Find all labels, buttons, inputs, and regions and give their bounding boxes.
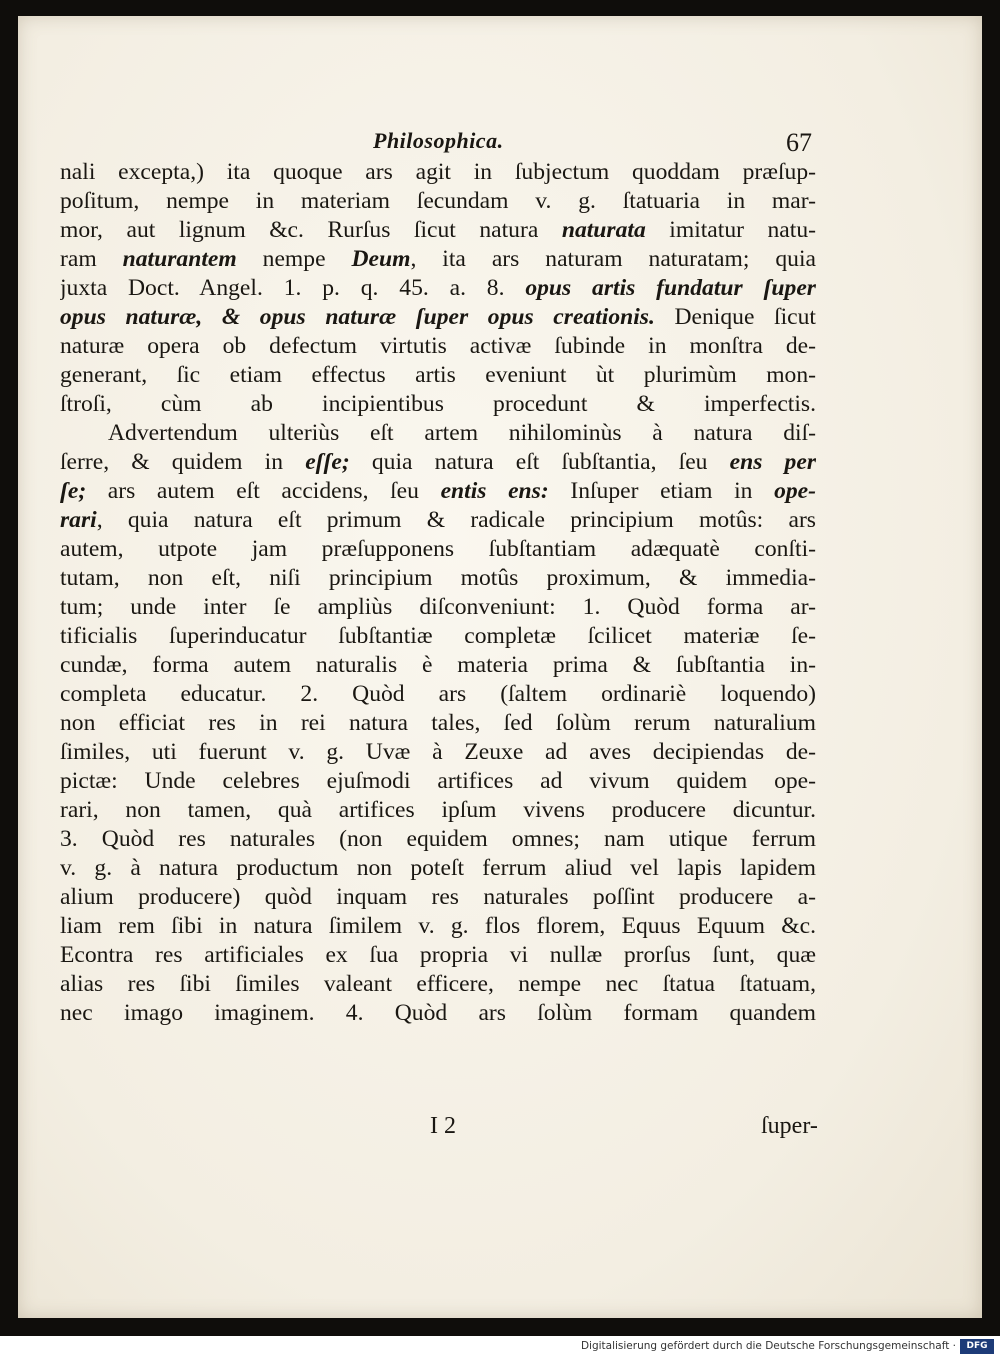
text-line: ſtroſi, cùm ab incipientibus procedunt & imperfectis.: [60, 391, 816, 417]
text-line: ſe; ars autem eſt accidens, ſeu entis ens: Inſuper etiam in ope-: [60, 478, 816, 504]
text-line: poſitum, nempe in materiam ſecundam v. g. ſtatuaria in mar-: [60, 188, 816, 214]
body-text: [60, 158, 816, 1028]
text-line: nec imago imaginem. 4. Quòd ars ſolùm formam quandem: [60, 1000, 816, 1026]
signature-mark: I 2: [430, 1113, 456, 1139]
text-line: tutam, non eſt, niſi principium motûs proximum, & immedia-: [60, 565, 816, 591]
text-line: juxta Doct. Angel. 1. p. q. 45. a. 8. opus artis fundatur ſuper: [60, 275, 816, 301]
text-line: alium producere) quòd inquam res naturales poſſint producere a-: [60, 884, 816, 910]
text-line: v. g. à natura productum non poteſt ferrum aliud vel lapis lapidem: [60, 855, 816, 881]
text-line: cundæ, forma autem naturalis è materia prima & ſubſtantia in-: [60, 652, 816, 678]
text-line: 3. Quòd res naturales (non equidem omnes; nam utique ferrum: [60, 826, 816, 852]
catchword: ſuper-: [761, 1113, 818, 1139]
page-header: [18, 120, 982, 156]
text-line: non efficiat res in rei natura tales, ſed ſolùm rerum naturalium: [60, 710, 816, 736]
text-line: liam rem ſibi in natura ſimilem v. g. flos florem, Equus Equum &c.: [60, 913, 816, 939]
text-line: mor, aut lignum &c. Rurſus ſicut natura naturata imitatur natu-: [60, 217, 816, 243]
text-line: naturæ opera ob defectum virtutis activæ ſubinde in monſtra de-: [60, 333, 816, 359]
text-line: pictæ: Unde celebres ejuſmodi artifices ad vivum quidem ope-: [60, 768, 816, 794]
text-line: Advertendum ulteriùs eſt artem nihilominùs à natura diſ-: [108, 420, 816, 446]
text-line: ſimiles, uti fuerunt v. g. Uvæ à Zeuxe ad aves decipiendas de-: [60, 739, 816, 765]
text-line: rari, non tamen, quà artifices ipſum vivens producere dicuntur.: [60, 797, 816, 823]
text-line: Econtra res artificiales ex ſua propria vi nullæ prorſus ſunt, quæ: [60, 942, 816, 968]
dfg-logo: DFG: [960, 1339, 994, 1354]
funding-credit: Digitalisierung gefördert durch die Deutsche Forschungsgemeinschaft ·: [580, 1340, 956, 1352]
credit-bar: [0, 1336, 1000, 1359]
book-page: [18, 16, 982, 1318]
text-line: ram naturantem nempe Deum, ita ars naturam naturatam; quia: [60, 246, 816, 272]
text-line: opus naturæ, & opus naturæ ſuper opus creationis. Denique ſicut: [60, 304, 816, 330]
text-line: alias res ſibi ſimiles valeant efficere, nempe nec ſtatua ſtatuam,: [60, 971, 816, 997]
text-line: nali excepta,) ita quoque ars agit in ſubjectum quoddam præſup-: [60, 159, 816, 185]
page-number: 67: [786, 128, 812, 157]
text-line: completa educatur. 2. Quòd ars (ſaltem ordinariè loquendo): [60, 681, 816, 707]
running-head: Philosophica.: [373, 128, 504, 153]
text-line: tificialis ſuperinducatur ſubſtantiæ completæ ſcilicet materiæ ſe-: [60, 623, 816, 649]
text-line: generant, ſic etiam effectus artis eveniunt ùt plurimùm mon-: [60, 362, 816, 388]
text-line: tum; unde inter ſe ampliùs diſconveniunt: 1. Quòd forma ar-: [60, 594, 816, 620]
text-line: autem, utpote jam præſupponens ſubſtantiam adæquatè conſti-: [60, 536, 816, 562]
text-line: ſerre, & quidem in eſſe; quia natura eſt ſubſtantia, ſeu ens per: [60, 449, 816, 475]
text-line: rari, quia natura eſt primum & radicale principium motûs: ars: [60, 507, 816, 533]
